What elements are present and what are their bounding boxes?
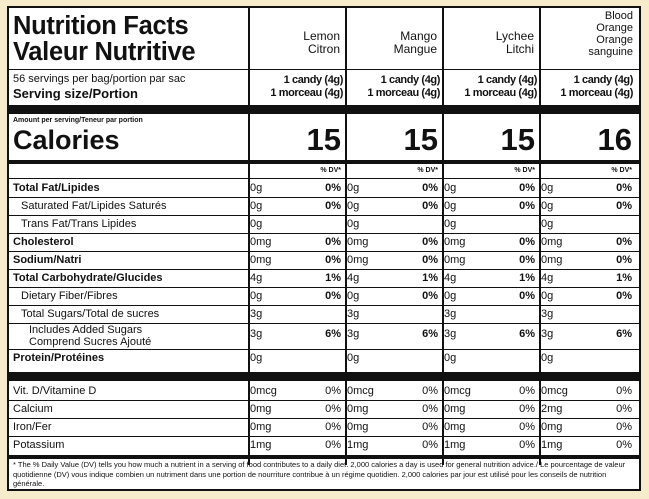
nutrient-daily-value: 0%: [519, 182, 535, 194]
nutrient-amount: 4g: [541, 272, 554, 284]
nutrient-amount: 0g: [444, 200, 457, 212]
nutrient-daily-value: 0%: [616, 439, 632, 451]
nutrient-amount: 4g: [250, 272, 263, 284]
nutrient-amount: 0mcg: [444, 385, 471, 397]
dv-header: % DV*: [320, 167, 341, 174]
nutrient-daily-value: 0%: [422, 439, 438, 451]
nutrient-daily-value: 0%: [325, 385, 341, 397]
nutrient-daily-value: 1%: [325, 272, 341, 284]
nutrient-daily-value: 0%: [519, 385, 535, 397]
nutrient-amount: 0mg: [444, 254, 466, 266]
nutrient-amount: 0mg: [541, 236, 563, 248]
nutrient-daily-value: 0%: [325, 403, 341, 415]
nutrient-daily-value: 6%: [422, 328, 438, 340]
nutrient-daily-value: 0%: [325, 290, 341, 302]
nutrient-daily-value: 0%: [325, 200, 341, 212]
nutrient-amount: 0mg: [444, 421, 466, 433]
dv-header: % DV*: [514, 167, 535, 174]
nutrient-amount: 3g: [444, 308, 457, 320]
nutrient-amount: 3g: [541, 328, 554, 340]
flavour-name: Lemon Citron: [303, 29, 340, 56]
thick-divider: [9, 105, 639, 114]
nutrient-amount: 0mg: [250, 254, 272, 266]
nutrient-amount: 0g: [250, 352, 263, 364]
flavour-name: Blood Orange Orange sanguine: [588, 10, 633, 58]
nutrient-label: Total Carbohydrate/Glucides: [13, 272, 163, 284]
nutrient-amount: 0g: [347, 290, 360, 302]
serving-size: 1 candy (4g) 1 morceau (4g): [464, 74, 537, 99]
nutrient-daily-value: 0%: [422, 200, 438, 212]
nutrient-amount: 0mg: [347, 421, 369, 433]
nutrient-daily-value: 0%: [422, 385, 438, 397]
nutrient-amount: 0mg: [250, 236, 272, 248]
nutrient-amount: 4g: [347, 272, 360, 284]
nutrient-amount: 2mg: [541, 403, 563, 415]
thick-divider: [9, 372, 639, 381]
nutrient-daily-value: 0%: [325, 439, 341, 451]
nutrient-amount: 0g: [541, 182, 554, 194]
nutrient-amount: 0g: [347, 200, 360, 212]
calories-label: Calories: [13, 125, 120, 155]
nutrient-amount: 0g: [444, 218, 457, 230]
nutrient-daily-value: 0%: [519, 254, 535, 266]
nutrient-label: Calcium: [13, 403, 53, 415]
nutrient-daily-value: 0%: [616, 403, 632, 415]
nutrient-amount: 0g: [541, 290, 554, 302]
dv-header: % DV*: [611, 167, 632, 174]
nutrient-daily-value: 0%: [519, 236, 535, 248]
nutrient-amount: 0g: [541, 200, 554, 212]
nutrient-daily-value: 0%: [422, 236, 438, 248]
nutrient-amount: 0g: [250, 218, 263, 230]
medium-divider: [9, 160, 639, 164]
nutrient-daily-value: 0%: [616, 385, 632, 397]
nutrient-amount: 0g: [250, 290, 263, 302]
nutrient-amount: 1mg: [541, 439, 563, 451]
nutrient-daily-value: 0%: [325, 421, 341, 433]
dv-header: % DV*: [417, 167, 438, 174]
nutrient-daily-value: 0%: [422, 403, 438, 415]
nutrient-amount: 3g: [444, 328, 457, 340]
nutrient-daily-value: 0%: [325, 254, 341, 266]
serving-size: 1 candy (4g) 1 morceau (4g): [560, 74, 633, 99]
calories-value: 15: [306, 122, 341, 157]
nutrient-daily-value: 0%: [422, 254, 438, 266]
nutrient-daily-value: 0%: [616, 200, 632, 212]
nutrient-daily-value: 0%: [616, 236, 632, 248]
nutrient-daily-value: 6%: [616, 328, 632, 340]
nutrient-amount: 0mg: [347, 236, 369, 248]
nutrient-daily-value: 1%: [422, 272, 438, 284]
nutrient-label: Dietary Fiber/Fibres: [21, 290, 118, 302]
nutrient-daily-value: 0%: [325, 182, 341, 194]
nutrition-facts-panel: [7, 6, 641, 491]
amount-per-serving-label: Amount per serving/Teneur par portion: [13, 117, 143, 124]
nutrient-amount: 3g: [347, 328, 360, 340]
nutrient-amount: 1mg: [250, 439, 272, 451]
nutrient-daily-value: 0%: [616, 254, 632, 266]
nutrient-amount: 0g: [444, 352, 457, 364]
nutrient-amount: 0g: [347, 182, 360, 194]
serving-size-label: Serving size/Portion: [13, 86, 138, 101]
nutrient-daily-value: 0%: [422, 421, 438, 433]
calories-value: 15: [500, 122, 535, 157]
nutrient-amount: 4g: [444, 272, 457, 284]
nutrient-daily-value: 1%: [616, 272, 632, 284]
nutrient-daily-value: 0%: [325, 236, 341, 248]
nutrient-label: Total Sugars/Total de sucres: [21, 308, 160, 320]
nutrient-amount: 0mg: [444, 236, 466, 248]
divider: [9, 178, 639, 179]
nutrient-daily-value: 0%: [519, 439, 535, 451]
medium-divider: [9, 455, 639, 459]
nutrient-amount: 0mcg: [347, 385, 374, 397]
nutrient-label: Trans Fat/Trans Lipides: [21, 218, 137, 230]
nutrient-label: Sodium/Natri: [13, 254, 82, 266]
nutrient-daily-value: 6%: [325, 328, 341, 340]
nutrient-label: Protein/Protéines: [13, 352, 105, 364]
nutrient-label: Vit. D/Vitamine D: [13, 385, 97, 397]
nutrient-daily-value: 0%: [519, 200, 535, 212]
nutrient-label: Includes Added Sugars Comprend Sucres Ajouté: [29, 324, 152, 348]
daily-value-footnote: * The % Daily Value (DV) tells you how much a nutrient in a serving of food contributes to a daily diet. 2,000 calories a day is used for general nutrition advice./ Le pourcentage de valeur quotidienne (DV) vous indique combien un nutriment dans une portion de nourriture contribue à un régime quotidien. 2,000 calories par jour est utilisé pour les conseils de nutrition générale.: [13, 460, 626, 488]
nutrient-daily-value: 0%: [519, 421, 535, 433]
nutrient-amount: 0mcg: [250, 385, 277, 397]
nutrient-amount: 0g: [444, 182, 457, 194]
nutrient-daily-value: 0%: [422, 182, 438, 194]
nutrient-daily-value: 0%: [519, 403, 535, 415]
nutrient-amount: 0g: [444, 290, 457, 302]
nutrient-daily-value: 1%: [519, 272, 535, 284]
nutrient-amount: 0mg: [444, 403, 466, 415]
nutrient-daily-value: 0%: [519, 290, 535, 302]
nutrient-label: Potassium: [13, 439, 65, 451]
nutrient-amount: 0g: [250, 200, 263, 212]
nutrient-amount: 3g: [250, 328, 263, 340]
flavour-name: Lychee Litchi: [495, 29, 534, 56]
nutrient-amount: 0mg: [250, 403, 272, 415]
nutrient-label: Saturated Fat/Lipides Saturés: [21, 200, 167, 212]
title-french: Valeur Nutritive: [13, 38, 196, 66]
nutrient-label: Total Fat/Lipides: [13, 182, 100, 194]
servings-per-container: 56 servings per bag/portion par sac: [13, 73, 186, 85]
nutrient-daily-value: 0%: [422, 290, 438, 302]
nutrient-daily-value: 0%: [616, 421, 632, 433]
nutrient-amount: 0mg: [347, 403, 369, 415]
nutrient-amount: 0g: [347, 352, 360, 364]
nutrient-amount: 0mg: [541, 421, 563, 433]
nutrient-amount: 0g: [250, 182, 263, 194]
serving-size: 1 candy (4g) 1 morceau (4g): [270, 74, 343, 99]
calories-value: 16: [597, 122, 632, 157]
nutrient-daily-value: 0%: [616, 290, 632, 302]
title-english: Nutrition Facts: [13, 12, 189, 40]
divider: [9, 69, 639, 70]
nutrient-amount: 0mg: [250, 421, 272, 433]
nutrient-amount: 0g: [541, 218, 554, 230]
nutrient-amount: 3g: [250, 308, 263, 320]
nutrient-amount: 0mg: [347, 254, 369, 266]
nutrient-amount: 0mg: [541, 254, 563, 266]
nutrient-amount: 3g: [347, 308, 360, 320]
nutrient-amount: 3g: [541, 308, 554, 320]
nutrient-amount: 0mcg: [541, 385, 568, 397]
nutrient-amount: 1mg: [347, 439, 369, 451]
nutrient-amount: 1mg: [444, 439, 466, 451]
nutrient-amount: 0g: [541, 352, 554, 364]
nutrient-label: Iron/Fer: [13, 421, 52, 433]
nutrient-label: Cholesterol: [13, 236, 74, 248]
serving-size: 1 candy (4g) 1 morceau (4g): [367, 74, 440, 99]
calories-value: 15: [403, 122, 438, 157]
nutrient-daily-value: 6%: [519, 328, 535, 340]
nutrient-daily-value: 0%: [616, 182, 632, 194]
nutrient-amount: 0g: [347, 218, 360, 230]
flavour-name: Mango Mangue: [393, 29, 437, 56]
